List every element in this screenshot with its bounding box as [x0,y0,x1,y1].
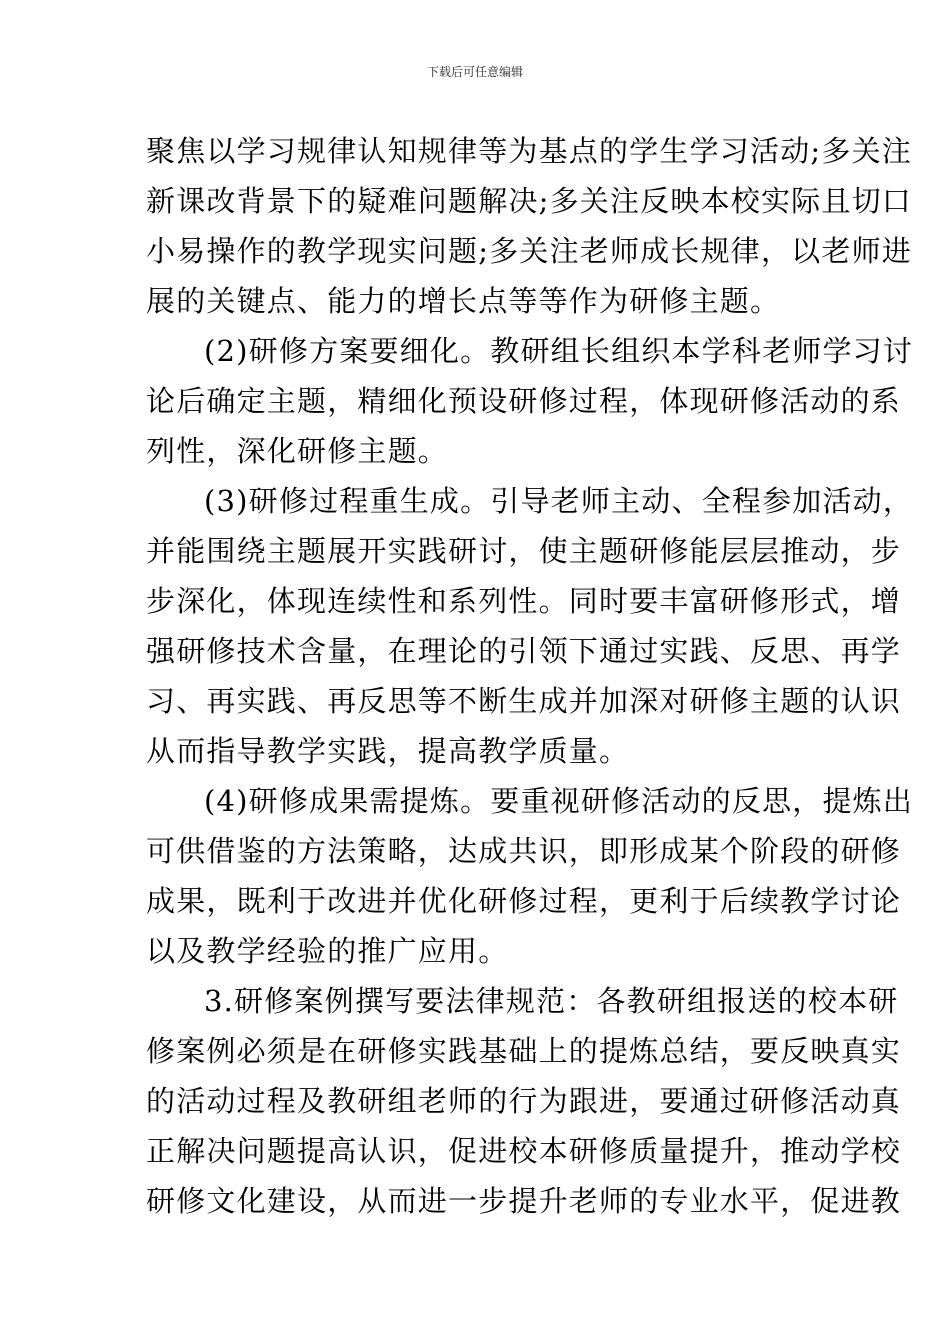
text-line: 论后确定主题，精细化预设研修过程，体现研修活动的系 [146,384,902,418]
text-line: 可供借鉴的方法策略，达成共识，即形成某个阶段的研修 [146,834,902,868]
text-line: 展的关键点、能力的增长点等等作为研修主题。 [146,284,781,318]
paragraph-first-line: (3)研修过程重生成。引导老师主动、全程参加活动， [204,484,914,518]
text-line: 研修文化建设，从而进一步提升老师的专业水平，促进教 [146,1184,902,1218]
text-line: 习、再实践、再反思等不断生成并加深对研修主题的认识 [146,684,902,718]
paragraph-first-line: 3.研修案例撰写要法律规范：各教研组报送的校本研 [204,984,899,1018]
text-line: 修案例必须是在研修实践基础上的提炼总结，要反映真实 [146,1034,902,1068]
text-line: 新课改背景下的疑难问题解决;多关注反映本校实际且切口 [146,184,912,218]
text-line: 并能围绕主题展开实践研讨，使主题研修能层层推动，步 [146,534,902,568]
text-line: 聚焦以学习规律认知规律等为基点的学生学习活动;多关注 [146,134,912,168]
page-header: 下载后可任意编辑 [426,65,523,79]
text-line: 强研修技术含量，在理论的引领下通过实践、反思、再学 [146,634,902,668]
paragraph-first-line: (2)研修方案要细化。教研组长组织本学科老师学习讨 [204,334,914,368]
text-line: 正解决问题提高认识，促进校本研修质量提升，推动学校 [146,1134,902,1168]
text-line: 从而指导教学实践，提高教学质量。 [146,734,630,768]
text-line: 成果，既利于改进并优化研修过程，更利于后续教学讨论 [146,884,902,918]
text-line: 步深化，体现连续性和系列性。同时要丰富研修形式，增 [146,584,902,618]
text-line: 小易操作的教学现实问题;多关注老师成长规律，以老师进 [146,234,912,268]
text-line: 列性，深化研修主题。 [146,434,449,468]
text-line: 的活动过程及教研组老师的行为跟进，要通过研修活动真 [146,1084,902,1118]
text-line: 以及教学经验的推广应用。 [146,934,509,968]
document-body [146,126,914,1226]
paragraph-first-line: (4)研修成果需提炼。要重视研修活动的反思，提炼出 [204,784,914,818]
